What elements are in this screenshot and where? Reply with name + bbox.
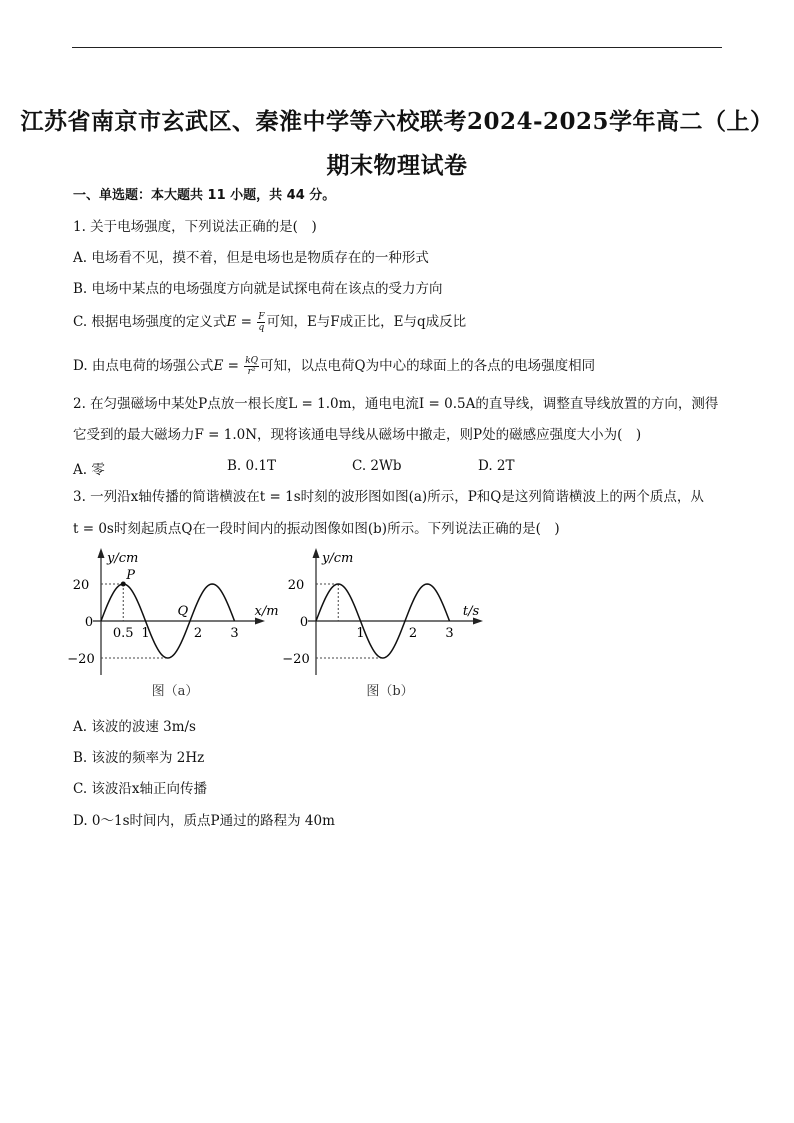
q1-c-eq: = xyxy=(236,314,257,330)
q1-d-var: E xyxy=(213,358,224,374)
q3-line2: t = 0s时刻起质点Q在一段时间内的振动图像如图(b)所示。下列说法正确的是( ) xyxy=(73,521,560,537)
y-axis-arrow xyxy=(98,548,105,558)
point-p-marker xyxy=(121,582,126,587)
y-tick-label: 0 xyxy=(299,615,309,630)
q1-d-post: 可知，以点电荷Q为中心的球面上的各点的电场强度相同 xyxy=(260,358,596,374)
x-tick-label: 3 xyxy=(230,626,239,641)
y-axis-label: y/cm xyxy=(322,551,354,566)
q1-c-pre: C. 根据电场强度的定义式 xyxy=(73,314,227,330)
y-axis-label: y/cm xyxy=(107,551,139,566)
q3-option-a: A. 该波的波速 3m/s xyxy=(73,719,196,735)
q1-option-b: B. 电场中某点的电场强度方向就是试探电荷在该点的受力方向 xyxy=(73,281,443,297)
y-tick-label: −20 xyxy=(282,652,310,667)
q2-line1: 2. 在匀强磁场中某处P点放一根长度L = 1.0m，通电电流I = 0.5A的直导线，调整直导线放置的方向，测得 xyxy=(73,396,719,412)
q1-d-eq: = xyxy=(223,358,244,374)
q2-line2: 它受到的最大磁场力F = 1.0N，现将该通电导线从磁场中撤走，则P处的磁感应强度大小为( ) xyxy=(73,427,642,443)
q2-option-c: C. 2Wb xyxy=(352,458,402,474)
y-tick-label: −20 xyxy=(67,652,95,667)
x-tick-label: 3 xyxy=(445,626,454,641)
q1-d-fraction xyxy=(244,356,259,377)
y-tick-label: 0 xyxy=(84,615,94,630)
page-subtitle: 期末物理试卷 xyxy=(326,152,468,179)
q3-line1: 3. 一列沿x轴传播的简谐横波在t = 1s时刻的波形图如图(a)所示，P和Q是这列简谐横波上的两个质点，从 xyxy=(73,489,704,505)
q1-d-pre: D. 由点电荷的场强公式 xyxy=(73,358,214,374)
q1-c-fraction xyxy=(257,312,265,333)
section-heading: 一、单选题：本大题共 11 小题，共 44 分。 xyxy=(73,188,336,203)
y-tick-label: 20 xyxy=(287,578,305,593)
figure-caption: 图（b） xyxy=(366,684,414,699)
y-axis-arrow xyxy=(313,548,320,558)
y-tick-label: 20 xyxy=(72,578,90,593)
q1-d-den: r² xyxy=(247,367,256,377)
q3-option-b: B. 该波的频率为 2Hz xyxy=(73,750,205,766)
q2-option-a: A. 零 xyxy=(73,462,105,478)
x-tick-label: 2 xyxy=(193,626,203,641)
point-q-label: Q xyxy=(177,604,189,619)
q1-stem: 1. 关于电场强度，下列说法正确的是( ) xyxy=(73,219,317,235)
figure-caption: 图（a） xyxy=(151,684,199,699)
q1-option-c xyxy=(73,312,466,333)
page-title: 江苏省南京市玄武区、秦淮中学等六校联考2024-2025学年高二（上） xyxy=(20,108,774,135)
q1-c-var: E xyxy=(226,314,237,330)
point-p-label: P xyxy=(126,568,135,583)
x-axis-label: t/s xyxy=(462,604,480,619)
q2-option-d: D. 2T xyxy=(478,458,515,474)
x-tick-label: 1 xyxy=(356,626,365,641)
q2-option-b: B. 0.1T xyxy=(227,458,276,474)
x-tick-label: 1 xyxy=(141,626,150,641)
q1-c-num: F xyxy=(258,312,265,322)
q1-c-den: q xyxy=(258,323,265,333)
wave-figures xyxy=(0,540,794,710)
q3-option-d: D. 0～1s时间内，质点P通过的路程为 40m xyxy=(73,813,335,829)
figure-b xyxy=(282,548,483,699)
q1-option-a: A. 电场看不见，摸不着，但是电场也是物质存在的一种形式 xyxy=(73,250,429,266)
figure-a xyxy=(67,548,278,699)
q1-c-post: 可知，E与F成正比，E与q成反比 xyxy=(266,314,467,330)
x-axis-label: x/m xyxy=(254,604,279,619)
top-rule xyxy=(72,47,722,48)
q1-option-d xyxy=(73,356,595,377)
q1-d-num: kQ xyxy=(245,356,259,366)
x-tick-label: 2 xyxy=(408,626,418,641)
x-tick-label: 0.5 xyxy=(112,626,134,641)
q3-option-c: C. 该波沿x轴正向传播 xyxy=(73,781,208,797)
